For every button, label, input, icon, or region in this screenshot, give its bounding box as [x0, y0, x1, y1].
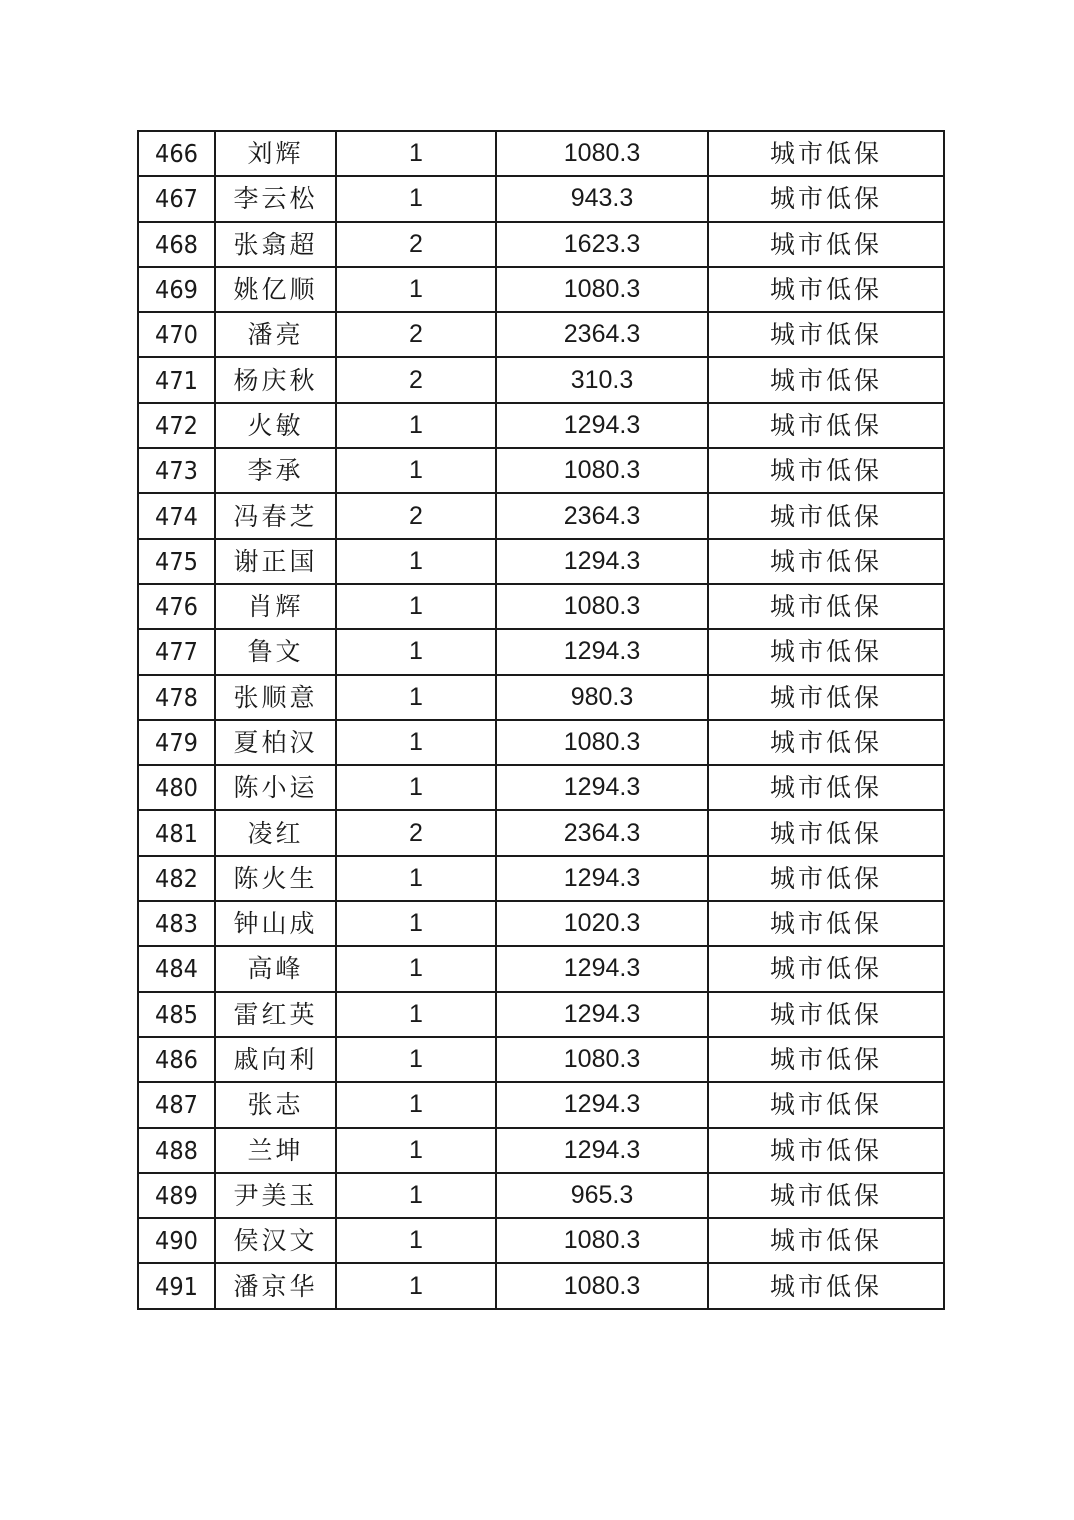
row-number-cell: 486 [138, 1037, 215, 1082]
table-row [138, 992, 944, 1037]
row-number-cell: 472 [138, 403, 215, 448]
category-cell: 城市低保 [708, 267, 944, 312]
category-cell: 城市低保 [708, 357, 944, 402]
amount-cell: 1080.3 [496, 448, 708, 493]
table-row [138, 946, 944, 991]
name-cell: 高峰 [215, 946, 336, 991]
name-cell: 夏柏汉 [215, 720, 336, 765]
amount-cell: 1623.3 [496, 222, 708, 267]
row-number-cell: 476 [138, 584, 215, 629]
category-cell: 城市低保 [708, 856, 944, 901]
roster-table [137, 130, 945, 1310]
name-cell: 张志 [215, 1082, 336, 1127]
household-size-cell: 1 [336, 584, 496, 629]
table-row [138, 1218, 944, 1263]
table-row [138, 1082, 944, 1127]
household-size-cell: 2 [336, 312, 496, 357]
household-size-cell: 1 [336, 901, 496, 946]
name-cell: 张翕超 [215, 222, 336, 267]
row-number-cell: 474 [138, 493, 215, 538]
amount-cell: 1080.3 [496, 1037, 708, 1082]
name-cell: 陈火生 [215, 856, 336, 901]
amount-cell: 1080.3 [496, 131, 708, 176]
household-size-cell: 1 [336, 1218, 496, 1263]
household-size-cell: 1 [336, 267, 496, 312]
row-number-cell: 488 [138, 1128, 215, 1173]
row-number-cell: 481 [138, 810, 215, 855]
category-cell: 城市低保 [708, 1082, 944, 1127]
row-number-cell: 471 [138, 357, 215, 402]
name-cell: 李承 [215, 448, 336, 493]
household-size-cell: 1 [336, 1037, 496, 1082]
name-cell: 凌红 [215, 810, 336, 855]
household-size-cell: 1 [336, 720, 496, 765]
name-cell: 张顺意 [215, 675, 336, 720]
category-cell: 城市低保 [708, 312, 944, 357]
row-number-cell: 470 [138, 312, 215, 357]
table-row [138, 131, 944, 176]
category-cell: 城市低保 [708, 1128, 944, 1173]
table-row [138, 901, 944, 946]
name-cell: 刘辉 [215, 131, 336, 176]
category-cell: 城市低保 [708, 493, 944, 538]
household-size-cell: 1 [336, 675, 496, 720]
category-cell: 城市低保 [708, 992, 944, 1037]
amount-cell: 1080.3 [496, 1263, 708, 1308]
amount-cell: 980.3 [496, 675, 708, 720]
name-cell: 侯汉文 [215, 1218, 336, 1263]
name-cell: 鲁文 [215, 629, 336, 674]
row-number-cell: 478 [138, 675, 215, 720]
name-cell: 火敏 [215, 403, 336, 448]
table-row [138, 1173, 944, 1218]
table-row [138, 675, 944, 720]
household-size-cell: 1 [336, 1128, 496, 1173]
table-row [138, 176, 944, 221]
household-size-cell: 1 [336, 1082, 496, 1127]
category-cell: 城市低保 [708, 675, 944, 720]
name-cell: 姚亿顺 [215, 267, 336, 312]
amount-cell: 1294.3 [496, 403, 708, 448]
amount-cell: 1294.3 [496, 856, 708, 901]
table-row [138, 629, 944, 674]
row-number-cell: 475 [138, 539, 215, 584]
name-cell: 李云松 [215, 176, 336, 221]
amount-cell: 1294.3 [496, 765, 708, 810]
table-row [138, 856, 944, 901]
name-cell: 雷红英 [215, 992, 336, 1037]
category-cell: 城市低保 [708, 1037, 944, 1082]
category-cell: 城市低保 [708, 448, 944, 493]
row-number-cell: 477 [138, 629, 215, 674]
row-number-cell: 479 [138, 720, 215, 765]
amount-cell: 2364.3 [496, 810, 708, 855]
name-cell: 肖辉 [215, 584, 336, 629]
row-number-cell: 482 [138, 856, 215, 901]
table-row [138, 222, 944, 267]
amount-cell: 1080.3 [496, 267, 708, 312]
row-number-cell: 490 [138, 1218, 215, 1263]
household-size-cell: 1 [336, 176, 496, 221]
table-row [138, 1263, 944, 1308]
name-cell: 杨庆秋 [215, 357, 336, 402]
row-number-cell: 473 [138, 448, 215, 493]
row-number-cell: 491 [138, 1263, 215, 1308]
household-size-cell: 1 [336, 1173, 496, 1218]
household-size-cell: 2 [336, 222, 496, 267]
amount-cell: 2364.3 [496, 493, 708, 538]
household-size-cell: 2 [336, 810, 496, 855]
name-cell: 冯春芝 [215, 493, 336, 538]
amount-cell: 1294.3 [496, 946, 708, 991]
amount-cell: 1294.3 [496, 1082, 708, 1127]
category-cell: 城市低保 [708, 403, 944, 448]
row-number-cell: 469 [138, 267, 215, 312]
row-number-cell: 468 [138, 222, 215, 267]
amount-cell: 1080.3 [496, 584, 708, 629]
name-cell: 尹美玉 [215, 1173, 336, 1218]
row-number-cell: 489 [138, 1173, 215, 1218]
table-row [138, 312, 944, 357]
household-size-cell: 1 [336, 992, 496, 1037]
household-size-cell: 2 [336, 493, 496, 538]
row-number-cell: 467 [138, 176, 215, 221]
amount-cell: 2364.3 [496, 312, 708, 357]
table-row [138, 1128, 944, 1173]
household-size-cell: 1 [336, 946, 496, 991]
name-cell: 谢正国 [215, 539, 336, 584]
amount-cell: 1294.3 [496, 992, 708, 1037]
category-cell: 城市低保 [708, 131, 944, 176]
amount-cell: 1294.3 [496, 539, 708, 584]
name-cell: 潘亮 [215, 312, 336, 357]
household-size-cell: 1 [336, 1263, 496, 1308]
roster-table-body [138, 131, 944, 1309]
table-row [138, 765, 944, 810]
category-cell: 城市低保 [708, 1263, 944, 1308]
row-number-cell: 484 [138, 946, 215, 991]
category-cell: 城市低保 [708, 1173, 944, 1218]
category-cell: 城市低保 [708, 539, 944, 584]
household-size-cell: 1 [336, 448, 496, 493]
table-row [138, 1037, 944, 1082]
household-size-cell: 2 [336, 357, 496, 402]
category-cell: 城市低保 [708, 720, 944, 765]
table-row [138, 357, 944, 402]
category-cell: 城市低保 [708, 176, 944, 221]
amount-cell: 1080.3 [496, 720, 708, 765]
category-cell: 城市低保 [708, 946, 944, 991]
amount-cell: 310.3 [496, 357, 708, 402]
table-row [138, 720, 944, 765]
name-cell: 潘京华 [215, 1263, 336, 1308]
row-number-cell: 466 [138, 131, 215, 176]
household-size-cell: 1 [336, 539, 496, 584]
category-cell: 城市低保 [708, 810, 944, 855]
row-number-cell: 485 [138, 992, 215, 1037]
amount-cell: 965.3 [496, 1173, 708, 1218]
name-cell: 钟山成 [215, 901, 336, 946]
row-number-cell: 483 [138, 901, 215, 946]
category-cell: 城市低保 [708, 584, 944, 629]
household-size-cell: 1 [336, 765, 496, 810]
table-row [138, 403, 944, 448]
table-row [138, 267, 944, 312]
table-row [138, 539, 944, 584]
amount-cell: 1080.3 [496, 1218, 708, 1263]
amount-cell: 943.3 [496, 176, 708, 221]
amount-cell: 1020.3 [496, 901, 708, 946]
category-cell: 城市低保 [708, 629, 944, 674]
household-size-cell: 1 [336, 131, 496, 176]
table-row [138, 584, 944, 629]
household-size-cell: 1 [336, 856, 496, 901]
household-size-cell: 1 [336, 403, 496, 448]
category-cell: 城市低保 [708, 901, 944, 946]
row-number-cell: 487 [138, 1082, 215, 1127]
name-cell: 戚向利 [215, 1037, 336, 1082]
amount-cell: 1294.3 [496, 1128, 708, 1173]
category-cell: 城市低保 [708, 1218, 944, 1263]
name-cell: 陈小运 [215, 765, 336, 810]
category-cell: 城市低保 [708, 222, 944, 267]
row-number-cell: 480 [138, 765, 215, 810]
table-row [138, 448, 944, 493]
category-cell: 城市低保 [708, 765, 944, 810]
table-row [138, 493, 944, 538]
name-cell: 兰坤 [215, 1128, 336, 1173]
amount-cell: 1294.3 [496, 629, 708, 674]
table-row [138, 810, 944, 855]
household-size-cell: 1 [336, 629, 496, 674]
